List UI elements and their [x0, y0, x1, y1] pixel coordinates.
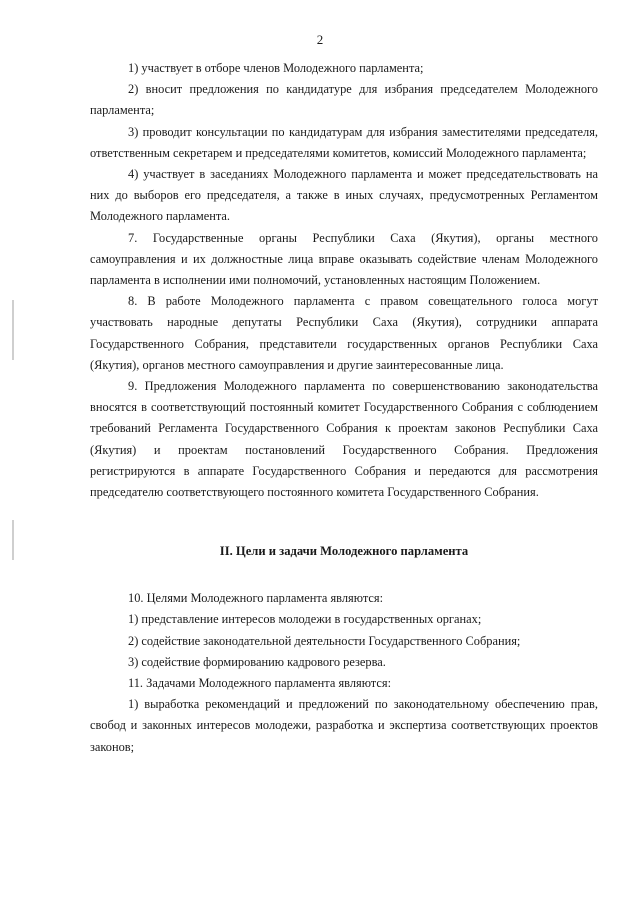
paragraph: 1) представление интересов молодежи в государственных органах; — [128, 612, 482, 627]
paragraph: 10. Целями Молодежного парламента являются: — [128, 591, 384, 606]
paragraph: 9. Предложения Молодежного парламента по совершенствованию законодательства вносятся в соответствующий постоянный комитет Государственного Собрания с соблюдением требований Регламента Государственного Собрания к проектам законов Республики Саха (Якутия) и проектам постановлений Государственного Собрания. Предложения регистрируются в аппарате Государственного Собрания и передаются для рассмотрения председателю соответствующего постоянного комитета Государственного Собрания. — [90, 379, 598, 500]
scan-edge-mark — [12, 520, 14, 560]
paragraph: 2) содействие законодательной деятельности Государственного Собрания; — [128, 633, 521, 648]
section-heading: II. Цели и задачи Молодежного парламента — [219, 544, 469, 559]
paragraph: 7. Государственные органы Республики Саха (Якутия), органы местного самоуправления и их должностные лица вправе оказывать содействие членам Молодежного парламента в исполнении ими полномочий, установленных настоящим Положением. — [90, 230, 598, 288]
paragraph: 4) участвует в заседаниях Молодежного парламента и может председательствовать на них до выборов его председателя, а также в иных случаях, предусмотренных Регламентом Молодежного парламента. — [90, 167, 598, 224]
scan-edge-mark — [12, 300, 14, 360]
paragraph: 3) содействие формированию кадрового резерва. — [128, 654, 386, 669]
paragraph: 3) проводит консультации по кандидатурам для избрания заместителями председателя, ответственным секретарем и председателями комитетов, комиссий Молодежного парламента; — [90, 124, 598, 160]
paragraph: 11. Задачами Молодежного парламента являются: — [128, 676, 392, 691]
paragraph: 1) участвует в отборе членов Молодежного парламента; — [128, 61, 424, 75]
paragraph: 8. В работе Молодежного парламента с правом совещательного голоса могут участвовать народные депутаты Республики Саха (Якутия), сотрудники аппарата Государственного Собрания, представители государственных органов Республики Саха (Якутия), органов местного самоуправления и другие заинтересованные лица. — [90, 294, 598, 372]
paragraph: 1) выработка рекомендаций и предложений по законодательному обеспечению прав, свобод и законных интересов молодежи, разработка и экспертиза соответствующих проектов законов; — [90, 697, 598, 754]
document-body — [90, 58, 598, 758]
page-number: 2 — [316, 32, 324, 47]
paragraph: 2) вносит предложения по кандидатуре для избрания председателем Молодежного парламента; — [90, 82, 598, 118]
